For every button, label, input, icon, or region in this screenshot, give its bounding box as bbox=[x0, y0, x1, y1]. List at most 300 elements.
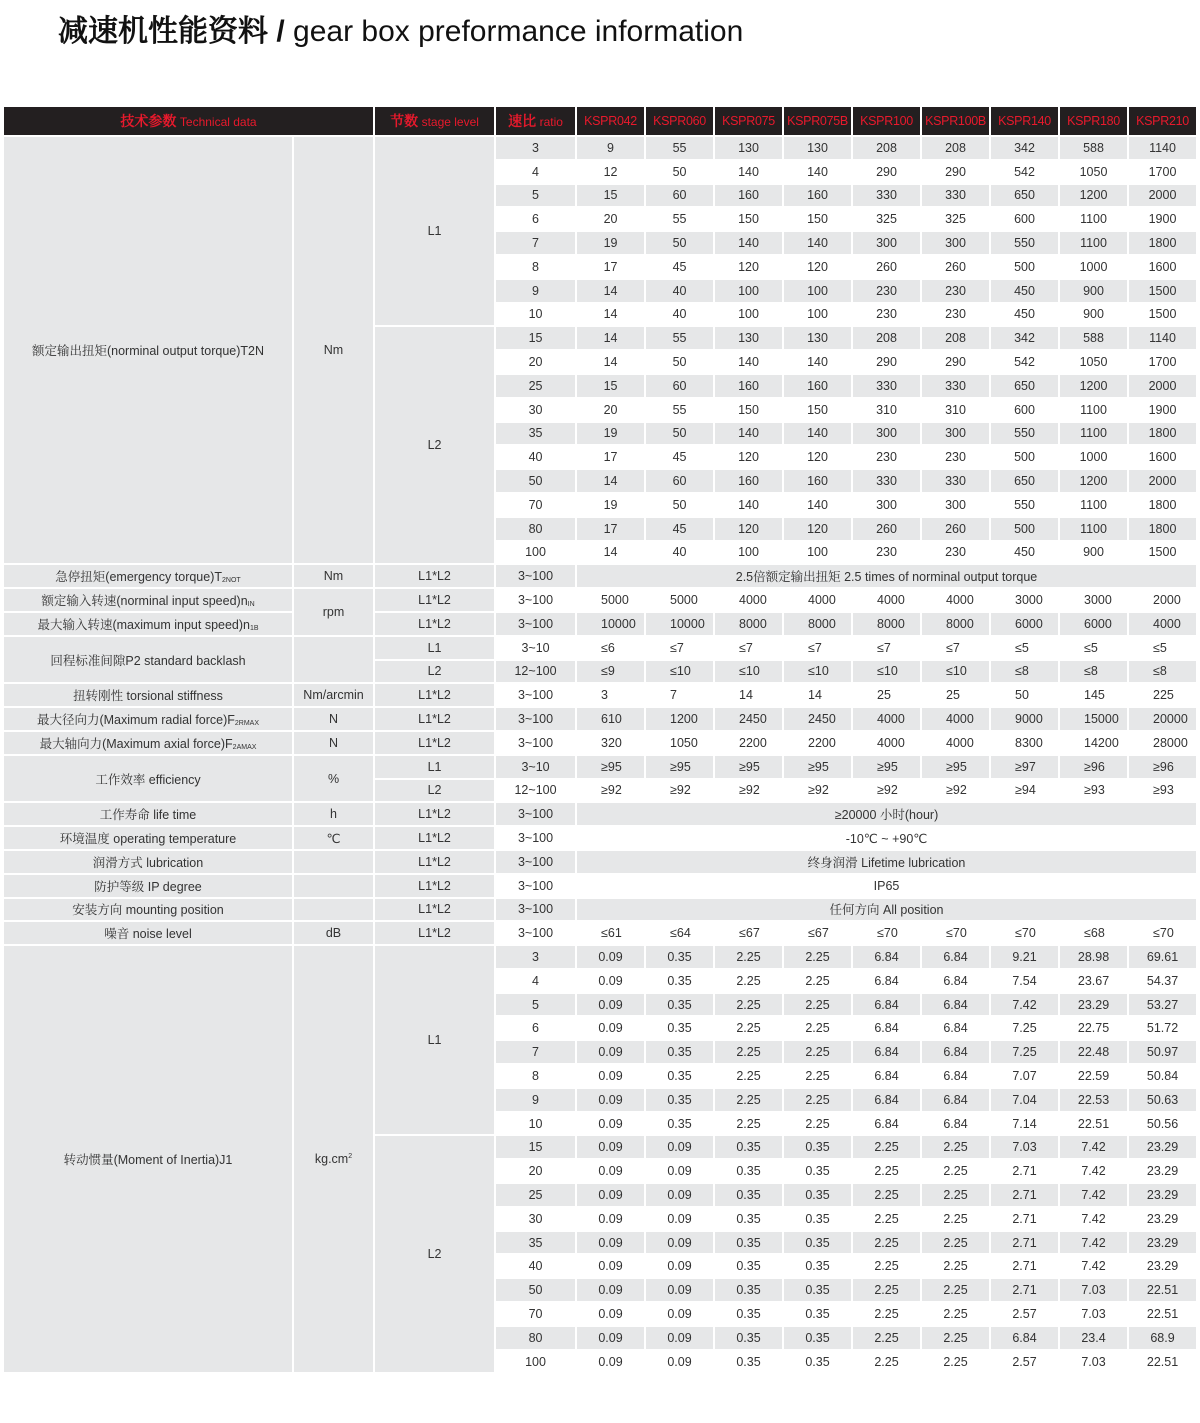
value-cell: 1100 bbox=[1060, 208, 1127, 232]
value-cell: 160 bbox=[784, 470, 851, 494]
value-cell: 45 bbox=[646, 446, 713, 470]
value-cell: 150 bbox=[715, 208, 782, 232]
value-cell: 6.84 bbox=[922, 970, 989, 994]
value-cell: 330 bbox=[922, 185, 989, 209]
value-cell: 208 bbox=[922, 327, 989, 351]
table-row bbox=[4, 946, 1196, 970]
table-row bbox=[4, 756, 1196, 780]
value-cell: 4000 bbox=[1129, 613, 1196, 637]
ratio-cell: 6 bbox=[496, 1017, 575, 1041]
value-cell: 0.35 bbox=[784, 1232, 851, 1256]
ratio-cell: 3~100 bbox=[496, 732, 575, 756]
value-cell: 40 bbox=[646, 280, 713, 304]
value-cell: 50.84 bbox=[1129, 1065, 1196, 1089]
value-cell: 23.29 bbox=[1129, 1232, 1196, 1256]
value-cell: ≤70 bbox=[922, 922, 989, 946]
value-cell: 0.35 bbox=[715, 1255, 782, 1279]
ratio-cell: 10 bbox=[496, 1113, 575, 1137]
table-body bbox=[4, 137, 1196, 1374]
value-cell: ≤10 bbox=[646, 661, 713, 685]
value-cell: 1100 bbox=[1060, 399, 1127, 423]
value-cell: 15000 bbox=[1060, 708, 1127, 732]
value-cell: 0.09 bbox=[646, 1351, 713, 1375]
torque-unit: Nm bbox=[294, 137, 373, 565]
input-speed bbox=[4, 589, 292, 613]
value-cell: 7.03 bbox=[991, 1136, 1058, 1160]
value-cell: 610 bbox=[577, 708, 644, 732]
value-cell: 2.25 bbox=[922, 1232, 989, 1256]
value-cell: 15 bbox=[577, 185, 644, 209]
max-speed-text: 最大输入转速(maximum input speed)n bbox=[37, 617, 250, 632]
value-cell: 28000 bbox=[1129, 732, 1196, 756]
value-cell: ≤7 bbox=[922, 637, 989, 661]
value-cell: 6.84 bbox=[922, 1065, 989, 1089]
value-cell: 0.09 bbox=[577, 1065, 644, 1089]
value-cell: ≥95 bbox=[784, 756, 851, 780]
value-cell: 15 bbox=[577, 375, 644, 399]
value-cell: 225 bbox=[1129, 684, 1196, 708]
page-title-separator: / bbox=[268, 15, 294, 48]
ratio-cell: 3~100 bbox=[496, 875, 575, 899]
value-cell: 2.25 bbox=[853, 1327, 920, 1351]
header-stage-en: stage level bbox=[421, 115, 479, 129]
value-cell: 0.35 bbox=[784, 1184, 851, 1208]
value-cell: 1900 bbox=[1129, 399, 1196, 423]
value-cell: 2000 bbox=[1129, 375, 1196, 399]
value-cell: 0.09 bbox=[646, 1255, 713, 1279]
value-cell: 2.71 bbox=[991, 1279, 1058, 1303]
value-cell: 1500 bbox=[1129, 280, 1196, 304]
noise-level-unit: dB bbox=[294, 922, 373, 946]
value-cell: ≤6 bbox=[577, 637, 644, 661]
value-cell: 50.97 bbox=[1129, 1041, 1196, 1065]
value-cell: 6.84 bbox=[853, 1113, 920, 1137]
value-cell: 14 bbox=[577, 327, 644, 351]
value-cell: 9.21 bbox=[991, 946, 1058, 970]
value-cell: 50 bbox=[991, 684, 1058, 708]
value-cell: 4000 bbox=[922, 589, 989, 613]
header-model: KSPR180 bbox=[1060, 107, 1127, 137]
torque-label: 额定输出扭矩(norminal output torque)T2N bbox=[4, 137, 292, 565]
value-cell: 2.57 bbox=[991, 1303, 1058, 1327]
value-cell: 230 bbox=[853, 304, 920, 328]
ratio-cell: 3 bbox=[496, 137, 575, 161]
value-cell: 22.59 bbox=[1060, 1065, 1127, 1089]
ratio-cell: 3~100 bbox=[496, 851, 575, 875]
value-cell: 2.25 bbox=[784, 970, 851, 994]
value-cell: ≤64 bbox=[646, 922, 713, 946]
value-cell: ≥93 bbox=[1129, 780, 1196, 804]
value-cell: 17 bbox=[577, 446, 644, 470]
value-cell: 0.09 bbox=[646, 1279, 713, 1303]
value-cell: 50.63 bbox=[1129, 1089, 1196, 1113]
value-cell: 7.54 bbox=[991, 970, 1058, 994]
value-cell: 2.25 bbox=[853, 1255, 920, 1279]
value-cell: 1600 bbox=[1129, 446, 1196, 470]
value-cell: 14 bbox=[784, 684, 851, 708]
value-cell: 6000 bbox=[1060, 613, 1127, 637]
value-cell: 0.09 bbox=[577, 1327, 644, 1351]
value-cell: 120 bbox=[715, 518, 782, 542]
efficiency: 工作效率 efficiency bbox=[4, 756, 292, 804]
value-cell: 1140 bbox=[1129, 327, 1196, 351]
value-cell: 7.14 bbox=[991, 1113, 1058, 1137]
value-cell: ≤5 bbox=[1060, 637, 1127, 661]
value-cell: 50 bbox=[646, 161, 713, 185]
value-cell: ≥92 bbox=[646, 780, 713, 804]
value-cell: 2.25 bbox=[784, 1089, 851, 1113]
ratio-cell: 12~100 bbox=[496, 780, 575, 804]
value-cell: 2.25 bbox=[853, 1279, 920, 1303]
value-cell: 12 bbox=[577, 161, 644, 185]
value-cell: ≤67 bbox=[715, 922, 782, 946]
value-cell: 2450 bbox=[784, 708, 851, 732]
ratio-cell: 80 bbox=[496, 1327, 575, 1351]
value-cell: 0.35 bbox=[715, 1208, 782, 1232]
value-cell: 2.25 bbox=[922, 1136, 989, 1160]
value-cell: 1800 bbox=[1129, 494, 1196, 518]
ratio-cell: 80 bbox=[496, 518, 575, 542]
value-cell: 290 bbox=[853, 161, 920, 185]
value-cell: 160 bbox=[715, 375, 782, 399]
value-cell: 22.51 bbox=[1129, 1279, 1196, 1303]
value-cell: 300 bbox=[922, 494, 989, 518]
value-cell: 230 bbox=[922, 304, 989, 328]
stage-cell: L1*L2 bbox=[375, 684, 494, 708]
value-cell: 4000 bbox=[853, 732, 920, 756]
value-cell: 120 bbox=[784, 446, 851, 470]
max-speed-subscript: 1B bbox=[250, 624, 259, 632]
value-cell: 45 bbox=[646, 518, 713, 542]
value-cell: 0.09 bbox=[646, 1303, 713, 1327]
value-cell: 0.35 bbox=[715, 1351, 782, 1375]
value-cell: 0.35 bbox=[784, 1255, 851, 1279]
value-cell: 0.35 bbox=[784, 1160, 851, 1184]
value-cell: ≤67 bbox=[784, 922, 851, 946]
value-cell: 7.03 bbox=[1060, 1303, 1127, 1327]
value-cell: 208 bbox=[922, 137, 989, 161]
ratio-cell: 70 bbox=[496, 1303, 575, 1327]
value-cell: 0.09 bbox=[577, 1184, 644, 1208]
value-cell: 22.53 bbox=[1060, 1089, 1127, 1113]
ratio-cell: 20 bbox=[496, 1160, 575, 1184]
ratio-cell: 40 bbox=[496, 446, 575, 470]
operating-temperature-value: -10℃ ~ +90℃ bbox=[577, 827, 1196, 851]
value-cell: 0.35 bbox=[784, 1351, 851, 1375]
header-ratio-cn: 速比 bbox=[508, 113, 537, 129]
value-cell: 310 bbox=[922, 399, 989, 423]
value-cell: ≤7 bbox=[715, 637, 782, 661]
ratio-cell: 25 bbox=[496, 1184, 575, 1208]
value-cell: 7 bbox=[646, 684, 713, 708]
value-cell: 0.35 bbox=[715, 1303, 782, 1327]
table-row bbox=[4, 732, 1196, 756]
value-cell: 6.84 bbox=[922, 946, 989, 970]
value-cell: 330 bbox=[853, 470, 920, 494]
value-cell: ≥94 bbox=[991, 780, 1058, 804]
value-cell: 2450 bbox=[715, 708, 782, 732]
value-cell: 120 bbox=[784, 256, 851, 280]
value-cell: 0.35 bbox=[646, 1017, 713, 1041]
value-cell: 130 bbox=[784, 327, 851, 351]
emergency-torque-value: 2.5倍额定输出扭矩 2.5 times of norminal output torque bbox=[577, 565, 1196, 589]
value-cell: 0.35 bbox=[646, 1065, 713, 1089]
value-cell: 69.61 bbox=[1129, 946, 1196, 970]
ratio-cell: 6 bbox=[496, 208, 575, 232]
value-cell: 140 bbox=[784, 351, 851, 375]
value-cell: 5000 bbox=[577, 589, 644, 613]
value-cell: 140 bbox=[715, 494, 782, 518]
value-cell: 14 bbox=[577, 304, 644, 328]
value-cell: 0.35 bbox=[715, 1327, 782, 1351]
value-cell: 6.84 bbox=[853, 1065, 920, 1089]
value-cell: 230 bbox=[922, 446, 989, 470]
value-cell: 3000 bbox=[1060, 589, 1127, 613]
value-cell: 2.25 bbox=[715, 1041, 782, 1065]
value-cell: 14 bbox=[577, 470, 644, 494]
value-cell: 342 bbox=[991, 137, 1058, 161]
value-cell: 0.09 bbox=[577, 1113, 644, 1137]
value-cell: 550 bbox=[991, 494, 1058, 518]
value-cell: 330 bbox=[853, 375, 920, 399]
value-cell: 500 bbox=[991, 446, 1058, 470]
input-speed-subscript: IN bbox=[247, 601, 255, 609]
value-cell: 230 bbox=[853, 542, 920, 566]
value-cell: 300 bbox=[853, 423, 920, 447]
stage-cell: L1*L2 bbox=[375, 851, 494, 875]
value-cell: ≤10 bbox=[853, 661, 920, 685]
ratio-cell: 3~100 bbox=[496, 613, 575, 637]
ratio-cell: 8 bbox=[496, 1065, 575, 1089]
value-cell: 0.09 bbox=[577, 1041, 644, 1065]
value-cell: 0.35 bbox=[646, 1041, 713, 1065]
value-cell: 100 bbox=[784, 304, 851, 328]
backlash: 回程标准间隙P2 standard backlash bbox=[4, 637, 292, 685]
inertia-label: 转动惯量(Moment of Inertia)J1 bbox=[4, 946, 292, 1374]
value-cell: 0.09 bbox=[577, 946, 644, 970]
value-cell: 23.4 bbox=[1060, 1327, 1127, 1351]
value-cell: 900 bbox=[1060, 280, 1127, 304]
value-cell: 3000 bbox=[991, 589, 1058, 613]
value-cell: 7.04 bbox=[991, 1089, 1058, 1113]
value-cell: 50 bbox=[646, 232, 713, 256]
ratio-cell: 3~100 bbox=[496, 684, 575, 708]
emergency-torque bbox=[4, 565, 292, 589]
value-cell: 40 bbox=[646, 304, 713, 328]
value-cell: 300 bbox=[853, 232, 920, 256]
inertia-unit bbox=[294, 946, 373, 1374]
value-cell: 1700 bbox=[1129, 351, 1196, 375]
value-cell: 2.71 bbox=[991, 1184, 1058, 1208]
ratio-cell: 3~100 bbox=[496, 565, 575, 589]
value-cell: 4000 bbox=[715, 589, 782, 613]
value-cell: 330 bbox=[922, 375, 989, 399]
header-model: KSPR075 bbox=[715, 107, 782, 137]
value-cell: 2.25 bbox=[922, 1208, 989, 1232]
value-cell: 1200 bbox=[1060, 375, 1127, 399]
value-cell: 260 bbox=[922, 518, 989, 542]
value-cell: 2.25 bbox=[784, 1065, 851, 1089]
value-cell: 2.25 bbox=[715, 994, 782, 1018]
value-cell: 7.25 bbox=[991, 1017, 1058, 1041]
value-cell: 140 bbox=[715, 161, 782, 185]
value-cell: 1140 bbox=[1129, 137, 1196, 161]
value-cell: 2.25 bbox=[715, 946, 782, 970]
emergency-torque-unit: Nm bbox=[294, 565, 373, 589]
value-cell: 130 bbox=[784, 137, 851, 161]
value-cell: 5000 bbox=[646, 589, 713, 613]
value-cell: 150 bbox=[784, 208, 851, 232]
value-cell: 325 bbox=[853, 208, 920, 232]
value-cell: 14 bbox=[577, 351, 644, 375]
ratio-cell: 50 bbox=[496, 1279, 575, 1303]
value-cell: 55 bbox=[646, 399, 713, 423]
lubrication-value: 终身润滑 Lifetime lubrication bbox=[577, 851, 1196, 875]
radial-force-unit: N bbox=[294, 708, 373, 732]
value-cell: ≤8 bbox=[991, 661, 1058, 685]
value-cell: 68.9 bbox=[1129, 1327, 1196, 1351]
value-cell: 500 bbox=[991, 518, 1058, 542]
value-cell: 50 bbox=[646, 494, 713, 518]
value-cell: 2.71 bbox=[991, 1160, 1058, 1184]
value-cell: 290 bbox=[922, 351, 989, 375]
value-cell: 60 bbox=[646, 375, 713, 399]
lubrication-unit bbox=[294, 851, 373, 875]
value-cell: 1800 bbox=[1129, 232, 1196, 256]
value-cell: 8000 bbox=[715, 613, 782, 637]
ratio-cell: 8 bbox=[496, 256, 575, 280]
value-cell: 23.29 bbox=[1129, 1184, 1196, 1208]
stage-cell: L1*L2 bbox=[375, 899, 494, 923]
table-row bbox=[4, 637, 1196, 661]
value-cell: 0.09 bbox=[577, 1208, 644, 1232]
header-ratio bbox=[496, 107, 575, 137]
value-cell: 23.29 bbox=[1060, 994, 1127, 1018]
ratio-cell: 35 bbox=[496, 423, 575, 447]
value-cell: 140 bbox=[715, 423, 782, 447]
table-row bbox=[4, 922, 1196, 946]
value-cell: 7.42 bbox=[1060, 1160, 1127, 1184]
value-cell: 2.25 bbox=[784, 1113, 851, 1137]
value-cell: 140 bbox=[784, 494, 851, 518]
header-stage-level bbox=[375, 107, 494, 137]
value-cell: 1600 bbox=[1129, 256, 1196, 280]
value-cell: 1000 bbox=[1060, 446, 1127, 470]
stage-cell: L1*L2 bbox=[375, 613, 494, 637]
value-cell: 230 bbox=[922, 542, 989, 566]
value-cell: ≤70 bbox=[853, 922, 920, 946]
header-technical-data-en: Technical data bbox=[179, 115, 257, 129]
value-cell: 550 bbox=[991, 232, 1058, 256]
value-cell: 0.09 bbox=[577, 1279, 644, 1303]
value-cell: 14 bbox=[577, 542, 644, 566]
value-cell: 300 bbox=[922, 232, 989, 256]
value-cell: 900 bbox=[1060, 304, 1127, 328]
value-cell: 0.09 bbox=[646, 1160, 713, 1184]
value-cell: 330 bbox=[922, 470, 989, 494]
table-row bbox=[4, 589, 1196, 613]
value-cell: 2.25 bbox=[853, 1351, 920, 1375]
value-cell: 54.37 bbox=[1129, 970, 1196, 994]
value-cell: 2.25 bbox=[922, 1160, 989, 1184]
value-cell: 0.35 bbox=[715, 1232, 782, 1256]
mounting-position: 安装方向 mounting position bbox=[4, 899, 292, 923]
value-cell: 23.29 bbox=[1129, 1160, 1196, 1184]
value-cell: 60 bbox=[646, 470, 713, 494]
value-cell: 2.25 bbox=[922, 1279, 989, 1303]
value-cell: 50 bbox=[646, 423, 713, 447]
value-cell: 500 bbox=[991, 256, 1058, 280]
ratio-cell: 3 bbox=[496, 946, 575, 970]
efficiency-unit: % bbox=[294, 756, 373, 804]
value-cell: 0.09 bbox=[577, 1089, 644, 1113]
radial-force-subscript: 2RMAX bbox=[234, 720, 260, 728]
ratio-cell: 3~10 bbox=[496, 756, 575, 780]
stage-cell: L1 bbox=[375, 137, 494, 327]
table-row bbox=[4, 613, 1196, 637]
value-cell: 120 bbox=[784, 518, 851, 542]
value-cell: 145 bbox=[1060, 684, 1127, 708]
value-cell: 4000 bbox=[853, 708, 920, 732]
ratio-cell: 3~100 bbox=[496, 803, 575, 827]
emergency-torque-subscript: 2NOT bbox=[222, 577, 241, 585]
stage-cell: L1*L2 bbox=[375, 732, 494, 756]
table-row bbox=[4, 684, 1196, 708]
value-cell: ≤68 bbox=[1060, 922, 1127, 946]
ratio-cell: 7 bbox=[496, 232, 575, 256]
stage-cell: L1*L2 bbox=[375, 875, 494, 899]
value-cell: 7.42 bbox=[1060, 1136, 1127, 1160]
value-cell: 2.25 bbox=[715, 1017, 782, 1041]
value-cell: 588 bbox=[1060, 137, 1127, 161]
operating-temperature: 环境温度 operating temperature bbox=[4, 827, 292, 851]
value-cell: 28.98 bbox=[1060, 946, 1127, 970]
value-cell: 140 bbox=[784, 423, 851, 447]
ratio-cell: 3~100 bbox=[496, 589, 575, 613]
value-cell: 320 bbox=[577, 732, 644, 756]
ratio-cell: 4 bbox=[496, 161, 575, 185]
header-row bbox=[4, 107, 1196, 137]
value-cell: ≤10 bbox=[715, 661, 782, 685]
ip-degree-unit bbox=[294, 875, 373, 899]
ratio-cell: 35 bbox=[496, 1232, 575, 1256]
value-cell: 0.09 bbox=[577, 1232, 644, 1256]
value-cell: 2.25 bbox=[853, 1303, 920, 1327]
value-cell: 23.67 bbox=[1060, 970, 1127, 994]
value-cell: 51.72 bbox=[1129, 1017, 1196, 1041]
value-cell: 20000 bbox=[1129, 708, 1196, 732]
value-cell: 1050 bbox=[1060, 351, 1127, 375]
torsional-stiffness-unit: Nm/arcmin bbox=[294, 684, 373, 708]
ratio-cell: 9 bbox=[496, 1089, 575, 1113]
header-model: KSPR100 bbox=[853, 107, 920, 137]
value-cell: 55 bbox=[646, 137, 713, 161]
header-technical-data bbox=[4, 107, 373, 137]
value-cell: ≤9 bbox=[577, 661, 644, 685]
value-cell: 0.09 bbox=[577, 970, 644, 994]
value-cell: 0.35 bbox=[784, 1303, 851, 1327]
value-cell: 7.25 bbox=[991, 1041, 1058, 1065]
value-cell: 300 bbox=[853, 494, 920, 518]
value-cell: 230 bbox=[853, 280, 920, 304]
speed-unit: rpm bbox=[294, 589, 373, 637]
value-cell: 10000 bbox=[646, 613, 713, 637]
value-cell: 588 bbox=[1060, 327, 1127, 351]
value-cell: 130 bbox=[715, 327, 782, 351]
value-cell: 2000 bbox=[1129, 470, 1196, 494]
value-cell: 60 bbox=[646, 185, 713, 209]
value-cell: 290 bbox=[853, 351, 920, 375]
